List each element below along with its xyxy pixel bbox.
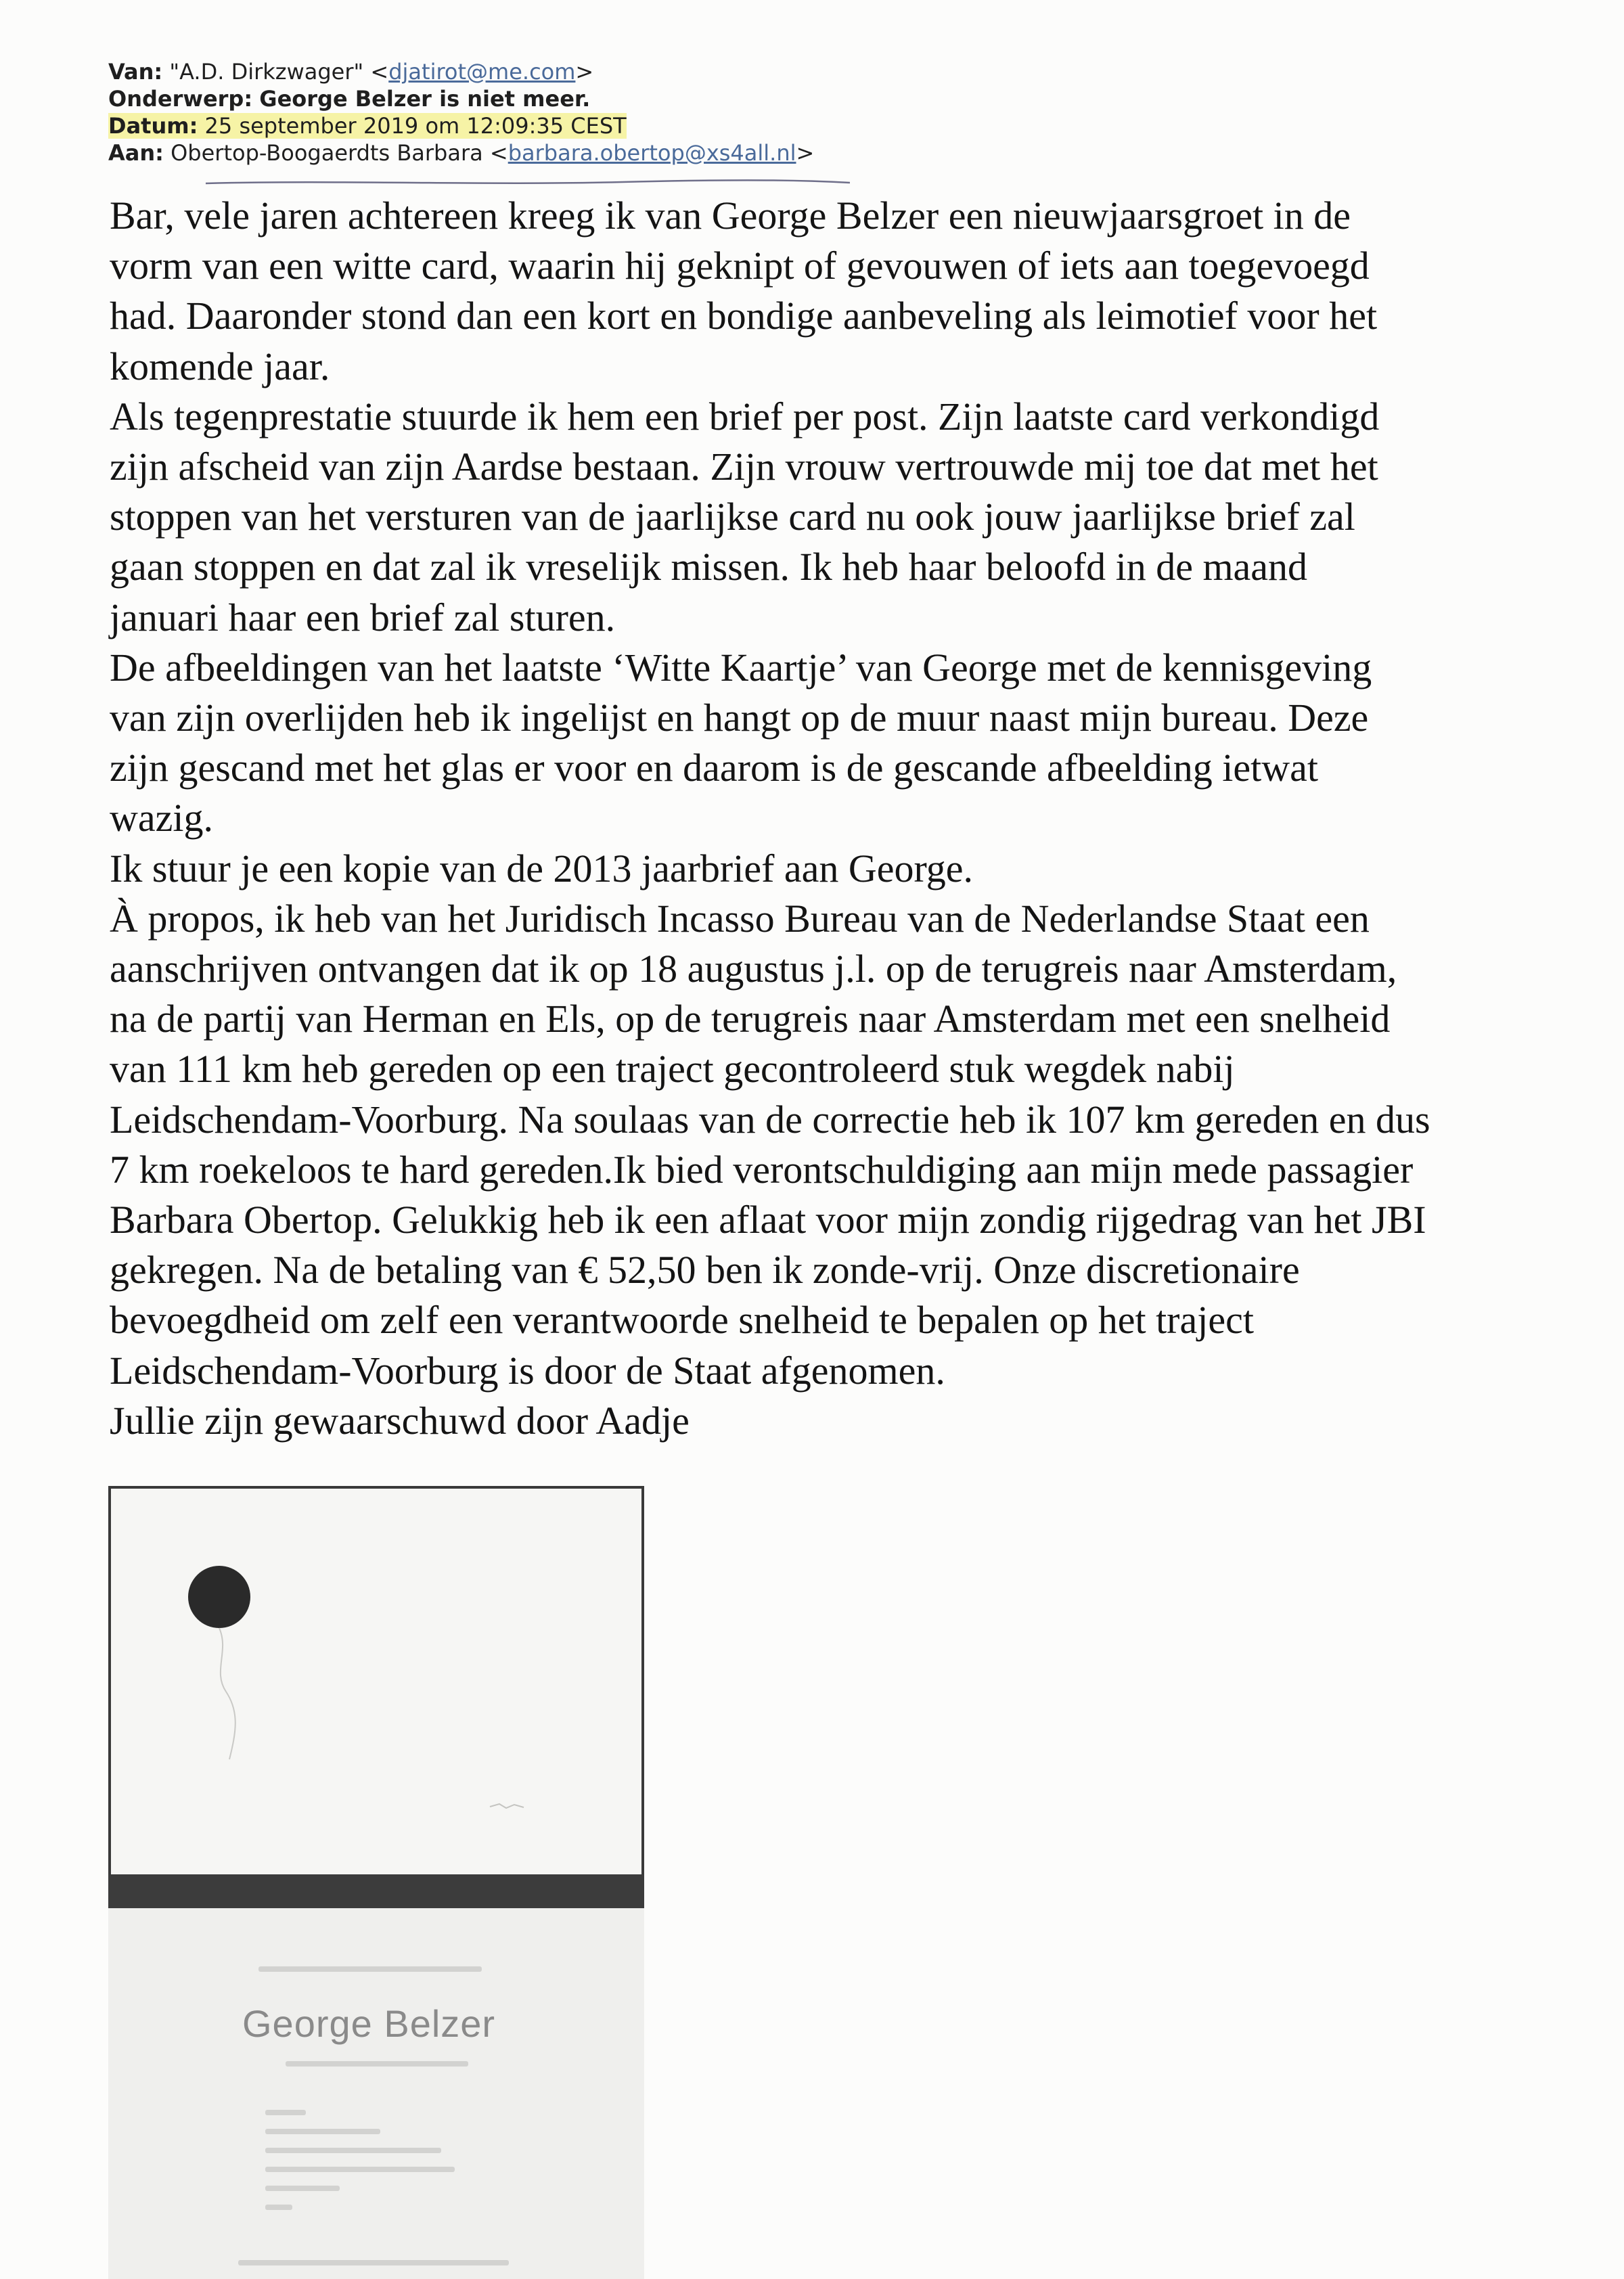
body-line: wazig. <box>110 796 213 840</box>
faint-text-line <box>265 2110 306 2115</box>
faint-text-line <box>286 2061 468 2067</box>
from-label: Van: <box>108 59 163 85</box>
body-line: gekregen. Na de betaling van € 52,50 ben ik zonde-vrij. Onze discretionaire <box>110 1248 1300 1292</box>
to-close: > <box>796 140 815 166</box>
body-line: van zijn overlijden heb ik ingelijst en hangt op de muur naast mijn bureau. Deze <box>110 696 1369 740</box>
card-frame-band <box>108 1874 644 1908</box>
from-row <box>108 58 814 85</box>
body-line: bevoegdheid om zelf een verantwoorde snelheid te bepalen op het traject <box>110 1298 1254 1342</box>
subject-row <box>108 85 814 112</box>
to-name: Obertop-Boogaerdts Barbara < <box>171 140 508 166</box>
body-line: januari haar een brief zal sturen. <box>110 595 616 639</box>
body-line: stoppen van het versturen van de jaarlijkse card nu ook jouw jaarlijkse brief zal <box>110 495 1355 539</box>
letter-body <box>110 191 1564 1446</box>
body-line: gaan stoppen en dat zal ik vreselijk missen. Ik heb haar beloofd in de maand <box>110 545 1308 589</box>
body-line: Jullie zijn gewaarschuwd door Aadje <box>110 1398 690 1443</box>
faint-text-line <box>265 2186 340 2191</box>
balloon-string <box>111 1489 647 1877</box>
from-email-link[interactable]: djatirot@me.com <box>388 59 576 85</box>
date-text: 25 september 2019 om 12:09:35 CEST <box>204 113 627 139</box>
faint-text-line <box>265 2129 380 2134</box>
body-line: zijn afscheid van zijn Aardse bestaan. Zijn vrouw vertrouwde mij toe dat met het <box>110 445 1378 489</box>
to-email-link[interactable]: barbara.obertop@xs4all.nl <box>508 140 796 166</box>
faint-text-line <box>238 2260 509 2265</box>
body-line: Leidschendam-Voorburg. Na soulaas van de correctie heb ik 107 km gereden en dus <box>110 1097 1430 1142</box>
faint-text-line <box>265 2148 441 2153</box>
body-line: Bar, vele jaren achtereen kreeg ik van George Belzer een nieuwjaarsgroet in de <box>110 194 1351 238</box>
card-name: George Belzer <box>242 2002 496 2045</box>
body-line: À propos, ik heb van het Juridisch Incasso Bureau van de Nederlandse Staat een <box>110 896 1370 941</box>
body-line: Barbara Obertop. Gelukkig heb ik een aflaat voor mijn zondig rijgedrag van het JBI <box>110 1198 1426 1242</box>
date-label: Datum: <box>108 113 198 139</box>
body-line: vorm van een witte card, waarin hij geknipt of gevouwen of iets aan toegevoegd <box>110 244 1370 288</box>
from-close: > <box>575 59 594 85</box>
body-line: na de partij van Herman en Els, op de terugreis naar Amsterdam met een snelheid <box>110 997 1391 1041</box>
faint-text-line <box>258 1966 482 1972</box>
body-line: Ik stuur je een kopie van de 2013 jaarbrief aan George. <box>110 846 974 890</box>
faint-text-line <box>265 2205 292 2210</box>
body-line: 7 km roekeloos te hard gereden.Ik bied verontschuldiging aan mijn mede passagier <box>110 1147 1414 1192</box>
handwritten-underline <box>203 177 853 187</box>
email-header <box>108 58 814 166</box>
subject-text: George Belzer is niet meer. <box>259 86 591 112</box>
body-line: De afbeeldingen van het laatste ‘Witte Kaartje’ van George met de kennisgeving <box>110 645 1372 690</box>
body-line: zijn gescand met het glas er voor en daarom is de gescande afbeelding ietwat <box>110 746 1319 790</box>
body-line: had. Daaronder stond dan een kort en bondige aanbeveling als leimotief voor het <box>110 294 1378 338</box>
subject-label: Onderwerp: <box>108 86 253 112</box>
body-line: Leidschendam-Voorburg is door de Staat afgenomen. <box>110 1348 945 1393</box>
card-front-image <box>108 1486 644 1874</box>
card-back-image <box>108 1908 644 2279</box>
from-name: "A.D. Dirkzwager" < <box>169 59 389 85</box>
date-row <box>108 112 814 139</box>
body-line: komende jaar. <box>110 344 330 388</box>
body-line: van 111 km heb gereden op een traject gecontroleerd stuk wegdek nabij <box>110 1047 1235 1091</box>
body-line: aanschrijven ontvangen dat ik op 18 augustus j.l. op de terugreis naar Amsterdam, <box>110 947 1397 991</box>
faint-text-line <box>265 2167 455 2172</box>
to-label: Aan: <box>108 140 164 166</box>
white-card-scan <box>108 1486 644 2279</box>
body-line: Als tegenprestatie stuurde ik hem een brief per post. Zijn laatste card verkondigd <box>110 394 1380 438</box>
to-row <box>108 139 814 166</box>
